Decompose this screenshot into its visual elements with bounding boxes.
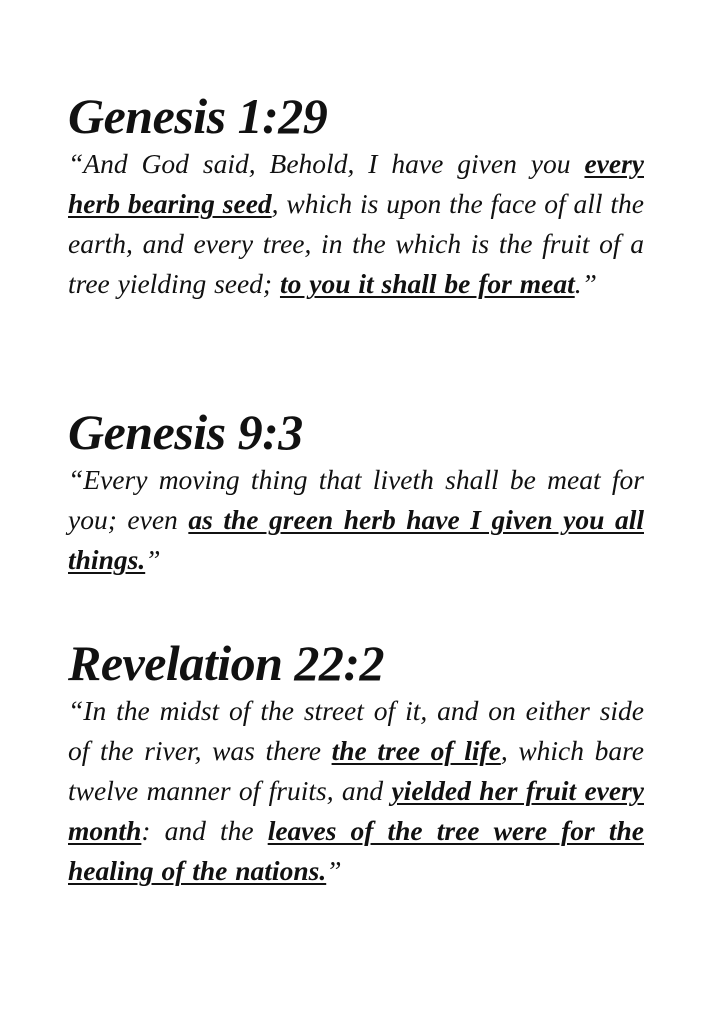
passage-genesis-1-29 <box>68 88 644 304</box>
verse-emphasis: to you it shall be for meat <box>279 268 575 299</box>
verse-emphasis: leaves of the tree were for the healing of the nations. <box>68 815 644 886</box>
passage-reference: Genesis 9:3 <box>68 404 303 460</box>
passage-reference: Genesis 1:29 <box>68 88 328 144</box>
verse-segment: ” <box>145 544 161 575</box>
verse-emphasis: the tree of life <box>331 735 501 766</box>
verse-emphasis: yielded her fruit every month <box>68 775 644 846</box>
verse-segment: ” <box>326 855 342 886</box>
verse-segment: , which bare twelve manner of fruits, and <box>68 735 645 806</box>
verse-segment: “In the midst of the street of it, and on either side of the river, was there <box>68 695 644 766</box>
verse-segment: “And God said, Behold, I have given you <box>68 148 585 179</box>
passage-revelation-22-2 <box>68 635 644 891</box>
verse-text <box>68 691 644 891</box>
passage-genesis-9-3 <box>68 404 644 580</box>
verse-segment: : and the <box>141 815 268 846</box>
passage-reference: Revelation 22:2 <box>68 635 385 691</box>
verse-text <box>68 144 644 304</box>
verse-text <box>68 460 644 580</box>
verse-segment: “Every moving thing that liveth shall be meat for you; even <box>68 464 644 535</box>
verse-emphasis: every herb bearing seed <box>68 148 644 219</box>
verse-segment: .” <box>574 268 597 299</box>
verse-emphasis: as the green herb have I given you all things. <box>68 504 644 575</box>
verse-segment: , which is upon the face of all the earth, and every tree, in the which is the fruit of a tree yielding seed; <box>68 188 644 299</box>
